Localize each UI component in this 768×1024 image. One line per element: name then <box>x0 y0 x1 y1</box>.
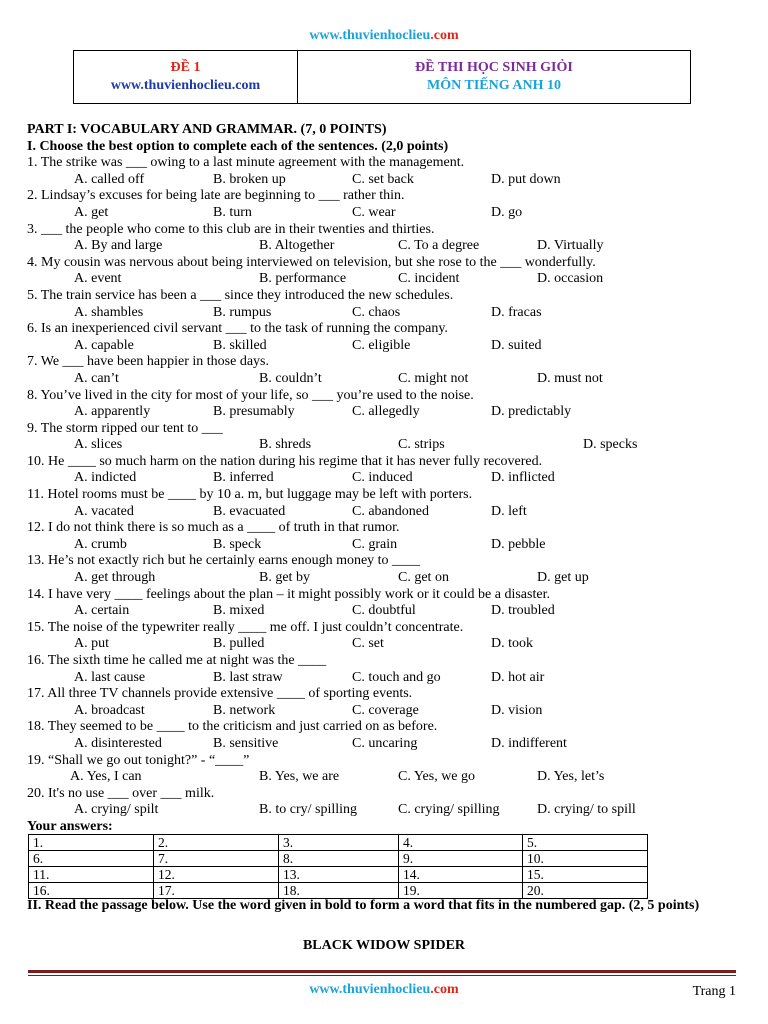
answer-cell[interactable]: 14. <box>399 867 523 883</box>
option-b[interactable]: B. presumably <box>213 404 295 420</box>
option-a[interactable]: A. apparently <box>74 404 151 420</box>
option-a[interactable]: A. get through <box>74 570 156 586</box>
option-c[interactable]: C. crying/ spilling <box>398 802 500 818</box>
option-c[interactable]: C. wear <box>352 204 396 220</box>
question-17: 17. All three TV channels provide extensive ____ of sporting events. <box>27 686 413 702</box>
question-18: 18. They seemed to be ____ to the criticism and just carried on as before. <box>27 719 438 735</box>
option-c[interactable]: C. doubtful <box>352 603 416 619</box>
question-5: 5. The train service has been a ___ since they introduced the new schedules. <box>27 287 454 303</box>
exam-content <box>27 122 747 836</box>
option-c[interactable]: C. To a degree <box>398 238 480 254</box>
answer-cell[interactable]: 15. <box>523 867 648 883</box>
option-c[interactable]: C. uncaring <box>352 735 418 751</box>
header-left-site: www.thuvienhoclieu.com <box>110 78 261 93</box>
section-2-title: II. Read the passage below. Use the word given in bold to form a word that fits in the numbered gap. (2, 5 points) <box>27 898 700 913</box>
option-b[interactable]: B. turn <box>213 204 252 220</box>
options-row <box>27 371 747 388</box>
options-row <box>27 404 747 421</box>
option-d[interactable]: D. troubled <box>491 603 555 619</box>
header-site-link[interactable]: www.thuvienhoclieu.com <box>309 28 459 43</box>
option-a[interactable]: A. crying/ spilt <box>74 802 159 818</box>
answer-grid <box>28 834 648 899</box>
option-d[interactable]: D. inflicted <box>491 470 555 486</box>
option-c[interactable]: C. eligible <box>352 337 411 353</box>
option-b[interactable]: B. get by <box>259 570 310 586</box>
exam-subject: MÔN TIẾNG ANH 10 <box>427 78 561 93</box>
question-13: 13. He’s not exactly rich but he certainly earns enough money to ____ <box>27 553 421 569</box>
options-row <box>27 802 747 819</box>
option-b[interactable]: B. Yes, we are <box>259 769 340 785</box>
option-a[interactable]: A. crumb <box>74 536 127 552</box>
option-b[interactable]: B. performance <box>259 271 347 287</box>
answer-cell[interactable]: 6. <box>29 851 154 867</box>
options-row <box>27 205 747 222</box>
options-row <box>27 504 747 521</box>
question-9: 9. The storm ripped our tent to ___ <box>27 420 223 436</box>
answer-cell[interactable]: 18. <box>279 883 399 899</box>
options-row <box>27 470 747 487</box>
options-row <box>27 305 747 322</box>
option-c[interactable]: C. induced <box>352 470 413 486</box>
question-12: 12. I do not think there is so much as a ____ of truth in that rumor. <box>27 520 400 536</box>
question-11: 11. Hotel rooms must be ____ by 10 a. m, but luggage may be left with porters. <box>27 487 473 503</box>
answers-label: Your answers: <box>27 818 113 834</box>
option-b[interactable]: B. rumpus <box>213 304 272 320</box>
option-a[interactable]: A. vacated <box>74 503 134 519</box>
question-16: 16. The sixth time he called me at night was the ____ <box>27 653 327 668</box>
options-row <box>27 603 747 620</box>
question-6: 6. Is an inexperienced civil servant ___ to the task of running the company. <box>27 321 448 337</box>
option-b[interactable]: B. evacuated <box>213 503 286 519</box>
option-a[interactable]: A. shambles <box>74 304 144 320</box>
header-right-cell <box>298 51 690 103</box>
option-d[interactable]: D. specks <box>583 437 638 453</box>
options-row <box>27 703 747 720</box>
option-a[interactable]: A. Yes, I can <box>70 769 142 785</box>
options-row <box>27 271 747 288</box>
option-c[interactable]: C. touch and go <box>352 669 441 685</box>
answer-cell[interactable]: 8. <box>279 851 399 867</box>
option-d[interactable]: D. suited <box>491 337 542 353</box>
exam-title: ĐỀ THI HỌC SINH GIỎI <box>415 60 573 75</box>
question-19: 19. “Shall we go out tonight?” - “____” <box>27 752 250 768</box>
option-b[interactable]: B. inferred <box>213 470 274 486</box>
options-row <box>27 670 747 687</box>
option-a[interactable]: A. called off <box>74 171 145 187</box>
option-b[interactable]: B. network <box>213 702 276 718</box>
answer-cell[interactable]: 20. <box>523 883 648 899</box>
options-row <box>27 736 747 753</box>
option-a[interactable]: A. capable <box>74 337 134 353</box>
answer-cell[interactable]: 13. <box>279 867 399 883</box>
option-c[interactable]: C. incident <box>398 271 460 287</box>
option-c[interactable]: C. set <box>352 636 384 652</box>
options-row <box>27 570 747 587</box>
option-d[interactable]: D. put down <box>491 171 561 187</box>
options-row <box>27 338 747 355</box>
answer-cell[interactable]: 1. <box>29 835 154 851</box>
option-d[interactable]: D. pebble <box>491 536 546 552</box>
option-c[interactable]: C. get on <box>398 570 449 586</box>
answer-cell[interactable]: 16. <box>29 883 154 899</box>
option-d[interactable]: D. Virtually <box>537 238 604 254</box>
question-3: 3. ___ the people who come to this club are in their twenties and thirties. <box>27 221 435 237</box>
answer-cell[interactable]: 11. <box>29 867 154 883</box>
option-d[interactable]: D. vision <box>491 702 543 718</box>
page-number: Trang 1 <box>692 984 736 999</box>
option-a[interactable]: A. broadcast <box>74 702 145 718</box>
answer-cell[interactable]: 2. <box>154 835 279 851</box>
option-d[interactable]: D. crying/ to spill <box>537 802 636 818</box>
option-a[interactable]: A. event <box>74 271 122 287</box>
answer-cell[interactable]: 9. <box>399 851 523 867</box>
option-d[interactable]: D. indifferent <box>491 735 567 751</box>
options-row <box>27 769 747 786</box>
option-c[interactable]: C. allegedly <box>352 404 420 420</box>
passage-title: BLACK WIDOW SPIDER <box>302 938 466 953</box>
exam-number: ĐỀ 1 <box>170 60 201 75</box>
option-d[interactable]: D. left <box>491 503 527 519</box>
option-a[interactable]: A. certain <box>74 603 130 619</box>
section-1-title: I. Choose the best option to complete each of the sentences. (2,0 points) <box>27 138 449 154</box>
question-1: 1. The strike was ___ owing to a last minute agreement with the management. <box>27 155 465 171</box>
answer-row <box>29 835 648 851</box>
option-b[interactable]: B. last straw <box>213 669 283 685</box>
option-c[interactable]: C. Yes, we go <box>398 769 476 785</box>
footer-rule-thin <box>28 975 736 976</box>
option-a[interactable]: A. get <box>74 204 109 220</box>
option-a[interactable]: A. By and large <box>74 238 163 254</box>
option-b[interactable]: B. sensitive <box>213 735 279 751</box>
option-c[interactable]: C. might not <box>398 370 469 386</box>
option-c[interactable]: C. strips <box>398 437 445 453</box>
answer-row <box>29 867 648 883</box>
question-10: 10. He ____ so much harm on the nation during his regime that it has never fully recovered. <box>27 453 543 469</box>
question-list <box>27 155 747 835</box>
question-15: 15. The noise of the typewriter really ____ me off. I just couldn’t concentrate. <box>27 619 464 635</box>
question-7: 7. We ___ have been happier in those days. <box>27 354 269 370</box>
answer-cell[interactable]: 3. <box>279 835 399 851</box>
header-left-cell <box>74 51 298 103</box>
option-b[interactable]: B. couldn’t <box>259 370 322 386</box>
option-d[interactable]: D. occasion <box>537 271 604 287</box>
answer-cell[interactable]: 4. <box>399 835 523 851</box>
option-a[interactable]: A. indicted <box>74 470 137 486</box>
option-d[interactable]: D. hot air <box>491 669 545 685</box>
option-b[interactable]: B. mixed <box>213 603 265 619</box>
question-2: 2. Lindsay’s excuses for being late are beginning to ___ rather thin. <box>27 188 405 204</box>
option-b[interactable]: B. to cry/ spilling <box>259 802 357 818</box>
options-row <box>27 537 747 554</box>
question-14: 14. I have very ____ feelings about the plan – it might possibly work or it could be a disaster. <box>27 586 550 602</box>
option-a[interactable]: A. last cause <box>74 669 146 685</box>
option-b[interactable]: B. speck <box>213 536 262 552</box>
answer-row <box>29 851 648 867</box>
option-c[interactable]: C. set back <box>352 171 414 187</box>
option-b[interactable]: B. broken up <box>213 171 286 187</box>
option-d[interactable]: D. took <box>491 636 533 652</box>
option-c[interactable]: C. coverage <box>352 702 419 718</box>
option-d[interactable]: D. go <box>491 204 523 220</box>
option-a[interactable]: A. can’t <box>74 370 119 386</box>
option-a[interactable]: A. slices <box>74 437 123 453</box>
question-8: 8. You’ve lived in the city for most of your life, so ___ you’re used to the noise. <box>27 387 474 403</box>
answer-cell[interactable]: 12. <box>154 867 279 883</box>
option-d[interactable]: D. Yes, let’s <box>537 769 605 785</box>
footer-site-link[interactable]: www.thuvienhoclieu.com <box>309 982 459 997</box>
answer-cell[interactable]: 10. <box>523 851 648 867</box>
option-a[interactable]: A. put <box>74 636 109 652</box>
question-20: 20. It's no use ___ over ___ milk. <box>27 785 215 801</box>
question-4: 4. My cousin was nervous about being interviewed on television, but she rose to the ___ wonderfully. <box>27 254 596 270</box>
answer-cell[interactable]: 17. <box>154 883 279 899</box>
option-b[interactable]: B. skilled <box>213 337 267 353</box>
option-d[interactable]: D. must not <box>537 370 603 386</box>
option-b[interactable]: B. Altogether <box>259 238 335 254</box>
option-d[interactable]: D. get up <box>537 570 589 586</box>
options-row <box>27 437 747 454</box>
answer-row <box>29 883 648 899</box>
options-row <box>27 238 747 255</box>
options-row <box>27 172 747 189</box>
option-b[interactable]: B. shreds <box>259 437 312 453</box>
option-c[interactable]: C. abandoned <box>352 503 429 519</box>
option-a[interactable]: A. disinterested <box>74 735 162 751</box>
answer-cell[interactable]: 5. <box>523 835 648 851</box>
answer-cell[interactable]: 7. <box>154 851 279 867</box>
option-d[interactable]: D. fracas <box>491 304 542 320</box>
answer-cell[interactable]: 19. <box>399 883 523 899</box>
header-box <box>73 50 691 104</box>
part-title: PART I: VOCABULARY AND GRAMMAR. (7, 0 POINTS) <box>27 122 387 137</box>
options-row <box>27 636 747 653</box>
footer-rule <box>28 970 736 973</box>
option-d[interactable]: D. predictably <box>491 404 572 420</box>
option-c[interactable]: C. grain <box>352 536 398 552</box>
option-b[interactable]: B. pulled <box>213 636 265 652</box>
option-c[interactable]: C. chaos <box>352 304 401 320</box>
